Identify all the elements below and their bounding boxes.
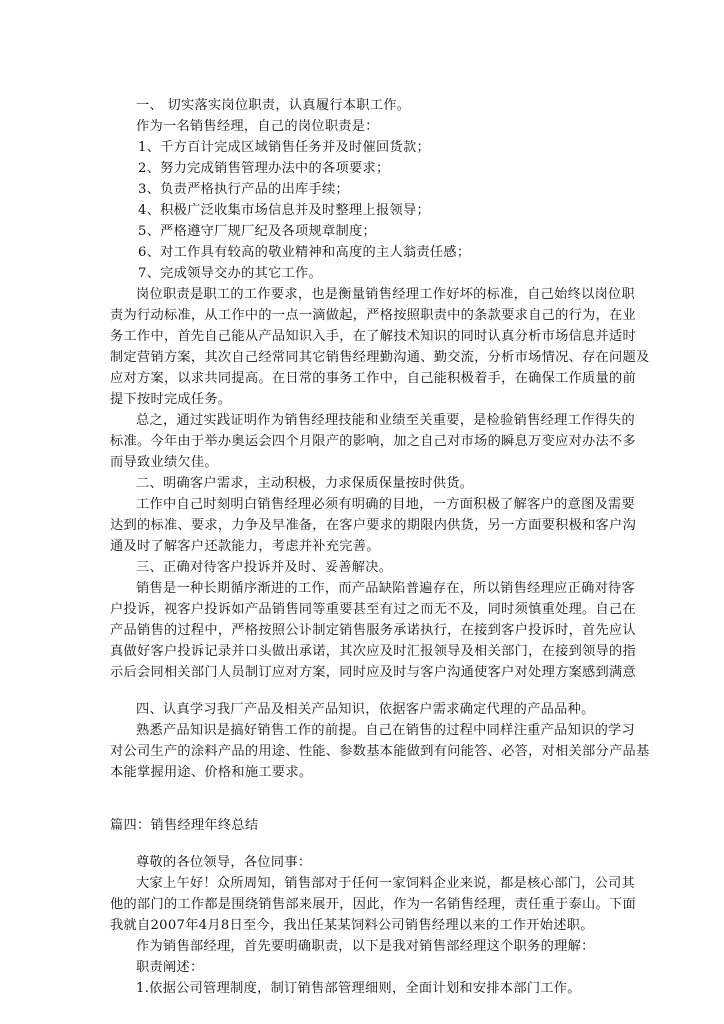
body-line: 总之，通过实践证明作为销售经理技能和业绩至关重要，是检验销售经理工作得失的: [136, 413, 636, 428]
body-line: 而导致业绩欠佳。: [110, 455, 218, 470]
body-line: 示后会同相关部门人员制订应对方案，同时应及时与客户沟通使客户对处理方案感到满意: [110, 665, 637, 680]
body-line: 他的部门的工作都是围绕销售部来展开，因此，作为一名销售经理，责任重于泰山。下面: [110, 897, 637, 912]
body-line: 通及时了解客户还款能力，考虑并补充完善。: [110, 539, 380, 554]
body-line: 应对方案，以求共同提高。在日常的事务工作中，自己能积极着手，在确保工作质量的前: [110, 371, 637, 386]
body-line: 熟悉产品知识是搞好销售工作的前提。自己在销售的过程中同样注重产品知识的学习: [136, 723, 636, 738]
body-line: 真做好客户投诉记录并口头做出承诺，其次应及时汇报领导及相关部门，在接到领导的指: [110, 644, 637, 659]
body-line: 制定营销方案，其次自己经常同其它销售经理勤沟通、勤交流，分析市场情况、存在问题及: [110, 350, 650, 365]
body-line: 标准。今年由于举办奥运会四个月限产的影响，加之自己对市场的瞬息万变应对办法不多: [110, 434, 637, 449]
duty-item: 2、努力完成销售管理办法中的各项要求；: [138, 161, 390, 176]
duty-heading: 职责阐述：: [136, 960, 204, 975]
body-line: 大家上午好！众所周知，销售部对于任何一家饲料企业来说，都是核心部门，公司其: [136, 876, 636, 891]
body-line: 责为行动标准，从工作中的一点一滴做起，严格按照职责中的条款要求自己的行为，在业: [110, 308, 637, 323]
body-line: 作为销售部经理，首先要明确职责，以下是我对销售部经理这个职务的理解：: [136, 939, 595, 954]
duty-item: 6、对工作具有较高的敬业精神和高度的主人翁责任感；: [138, 245, 471, 260]
duty-item: 4、积极广泛收集市场信息并及时整理上报领导；: [138, 203, 430, 218]
duty-item: 3、负责严格执行产品的出库手续；: [138, 182, 350, 197]
body-line: 对公司生产的涂料产品的用途、性能、参数基本能做到有问能答、必答，对相关部分产品基: [110, 744, 650, 759]
body-line: 岗位职责是职工的工作要求，也是衡量销售经理工作好坏的标准，自己始终以岗位职: [136, 287, 636, 302]
body-line: 达到的标准、要求，力争及早准备，在客户要求的期限内供货，另一方面要积极和客户沟: [110, 518, 637, 533]
section-heading-3: 三、正确对待客户投诉并及时、妥善解决。: [136, 560, 393, 575]
duty-item: 7、完成领导交办的其它工作。: [138, 266, 323, 281]
section-heading-4: 四、认真学习我厂产品及相关产品知识，依据客户需求确定代理的产品品种。: [136, 702, 595, 717]
section-heading-2: 二、明确客户需求，主动积极，力求保质保量按时供货。: [136, 476, 474, 491]
greeting: 尊敬的各位领导，各位同事：: [136, 855, 312, 870]
article-title: 篇四：销售经理年终总结: [110, 818, 259, 833]
body-line: 本能掌握用途、价格和施工要求。: [110, 765, 313, 780]
body-line: 工作中自己时刻明白销售经理必须有明确的目地，一方面积极了解客户的意图及需要: [136, 497, 636, 512]
body-line: 销售是一种长期循序渐进的工作，而产品缺陷普遍存在，所以销售经理应正确对待客: [136, 581, 636, 596]
duty-item: 5、严格遵守厂规厂纪及各项规章制度；: [138, 224, 376, 239]
body-line: 我就自2007年4月8日至今，我出任某某饲料公司销售经理以来的工作开始述职。: [110, 918, 594, 933]
section-heading-1: 一、 切实落实岗位职责，认真履行本职工作。: [136, 98, 411, 113]
body-line: 务工作中，首先自己能从产品知识入手，在了解技术知识的同时认真分析市场信息并适时: [110, 329, 637, 344]
body-line: 户投诉，视客户投诉如产品销售同等重要甚至有过之而无不及，同时须慎重处理。自己在: [110, 602, 637, 617]
duty-intro: 作为一名销售经理，自己的岗位职责是：: [136, 119, 379, 134]
body-line: 提下按时完成任务。: [110, 392, 232, 407]
duty-item: 1、千方百计完成区域销售任务并及时催回货款；: [138, 140, 430, 155]
body-line: 产品销售的过程中，严格按照公讣制定销售服务承诺执行，在接到客户投诉时，首先应认: [110, 623, 637, 638]
duty-item: 1.依据公司管理制度，制订销售部管理细则，全面计划和安排本部门工作。: [136, 981, 581, 996]
